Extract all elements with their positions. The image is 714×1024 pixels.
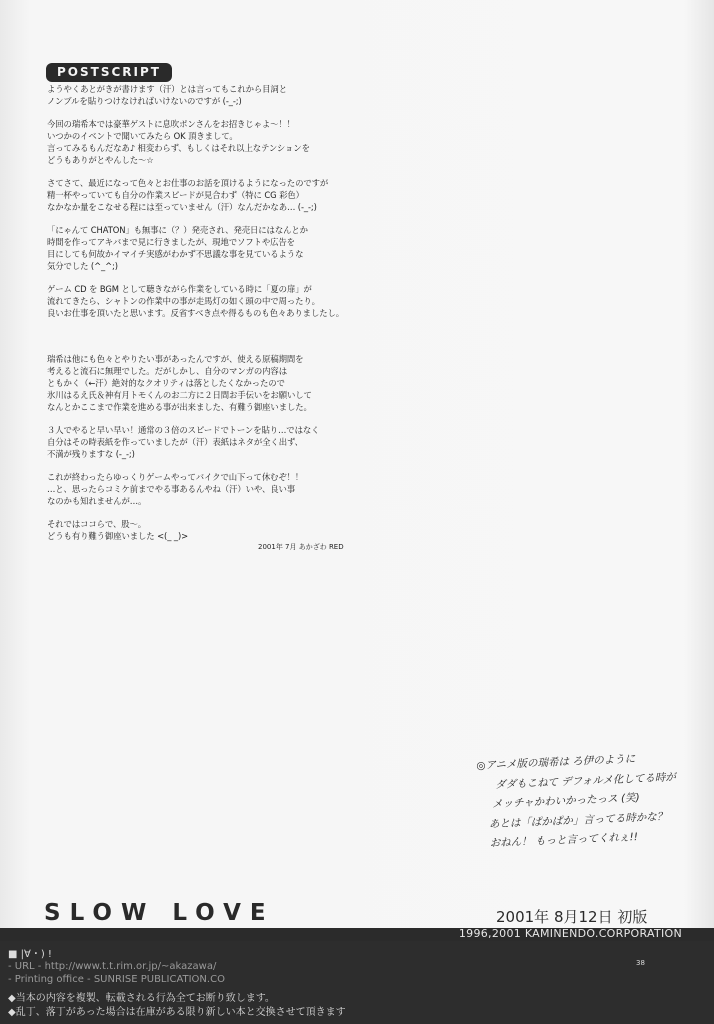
paragraph-8 (47, 471, 392, 507)
paragraph-3 (47, 177, 392, 213)
text-line: 自分はその時表紙を作っていましたが（汗）表紙はネタが全く出ず、 (47, 437, 303, 447)
text-line: 時間を作ってアキバまで見に行きましたが、現地でソフトや広告を (47, 237, 295, 247)
text-line: 気分でした (^_^;) (47, 261, 118, 271)
paragraph-7 (47, 424, 392, 460)
text-line: 「にゃんて CHATON」も無事に（？）発売され、発売日にはなんとか (47, 225, 308, 235)
text-line: 精一杯やっていても自分の作業スピードが見合わず（特に CG 彩色） (47, 190, 304, 200)
postscript-heading: POSTSCRIPT (46, 63, 172, 82)
text-line: これが終わったらゆっくりゲームやってバイクで山下って休むぞ！！ (47, 472, 304, 482)
handwritten-line: ダダもこねて デフォルメ化してる時が (494, 770, 677, 791)
circle-name: ■ |∀・) ! (8, 949, 52, 960)
text-line: 氷川はるえ氏＆神有月トモくんのお二方に２日間お手伝いをお願いして (47, 390, 312, 400)
text-line: どうも有り難う御座いました <(_ _)> (47, 531, 189, 541)
text-line: ようやくあとがきが書けます（汗）とは言ってもこれから目詞と (47, 84, 287, 94)
handwritten-line: おねん！ もっと言ってくれぇ!! (489, 831, 639, 850)
paragraph-9 (47, 518, 392, 542)
copyright-text: 1996,2001 KAMINENDO.CORPORATION (458, 927, 682, 940)
text-line: 瑞希は他にも色々とやりたい事があったんですが、使える原稿期間を (47, 354, 304, 364)
text-line: 言ってみるもんだなあ♪ 相変わらず、もしくはそれ以上なテンションを (47, 143, 310, 153)
text-line: 考えると流石に無理でした。だがしかし、自分のマンガの内容は (47, 366, 287, 376)
paragraph-6 (47, 353, 392, 413)
text-line: 流れてきたら、シャトンの作業中の事が走馬灯の如く頭の中で周ったり。 (47, 296, 320, 306)
text-line: 良いお仕事を頂いたと思います。反省すべき点や得るものも色々ありましたし。 (47, 308, 345, 318)
url-line: - URL - http://www.t.t.rim.or.jp/~akazawa/ (8, 961, 217, 972)
book-title: SLOW LOVE (44, 900, 275, 926)
handwritten-line: あとは「ぱかぱか」言ってる時かな？ (488, 810, 668, 830)
text-line: ゲーム CD を BGM として聴きながら作業をしている時に「夏の扉」が (47, 284, 312, 294)
paragraph-4 (47, 224, 392, 272)
handwritten-note (476, 748, 680, 854)
text-line: なかなか量をこなせる程には至っていません（汗）なんだかなあ… (-_-;) (47, 202, 317, 212)
handwritten-line: メッチャかわいかったっス (笑) (491, 791, 640, 811)
handwritten-line: ◎アニメ版の瑞希は ろ伊のように (476, 753, 636, 772)
text-line: 今回の瑞希本では豪華ゲストに息吹ポンさんをお招きじゃよ～！！ (47, 119, 295, 129)
copy-notice: ◆当本の内容を複製、転載される行為全てお断り致します。 (8, 993, 275, 1004)
paragraph-1 (47, 83, 392, 107)
text-line: ノンブルを貼りつけなければいけないのですが (-_-;) (47, 96, 242, 106)
text-line: ３人でやると早い早い！通常の３倍のスピードでトーンを貼り…ではなく (47, 425, 320, 435)
printing-office-line: - Printing office - SUNRISE PUBLICATION.CO (8, 974, 225, 985)
paragraph-2 (47, 118, 392, 166)
text-line: なのかも知れませんが…。 (47, 496, 147, 506)
text-line: 目にしても何故かイマイチ実感がわかず不思議な事を見ているような (47, 249, 304, 259)
paragraph-5 (47, 283, 392, 319)
text-line: どうもありがとやんした～☆ (47, 155, 154, 165)
text-line: …と、思ったらコミケ前までやる事あるんやね（汗）いや、良い事 (47, 484, 296, 494)
postscript-body (47, 83, 392, 553)
text-line: ともかく（←汗）絶対的なクオリティは落としたくなかったので (47, 378, 285, 388)
text-line: いつかのイベントで聞いてみたら OK 頂きまして。 (47, 131, 238, 141)
exchange-notice: ◆乱丁、落丁があった場合は在庫がある限り新しい本と交換させて頂きます (8, 1007, 346, 1018)
page-number: 38 (636, 959, 645, 967)
text-line: なんとかここまで作業を進める事が出来ました、有難う御座いました。 (47, 402, 312, 412)
text-line: さてさて、最近になって色々とお仕事のお話を頂けるようになったのですが (47, 178, 329, 188)
publication-date: 2001年 8月12日 初版 (496, 908, 648, 926)
text-line: それではココらで、股～。 (47, 519, 147, 529)
signature: 2001年 7月 あかざわ RED (258, 543, 344, 551)
text-line: 不満が残りますな (-_-;) (47, 449, 135, 459)
